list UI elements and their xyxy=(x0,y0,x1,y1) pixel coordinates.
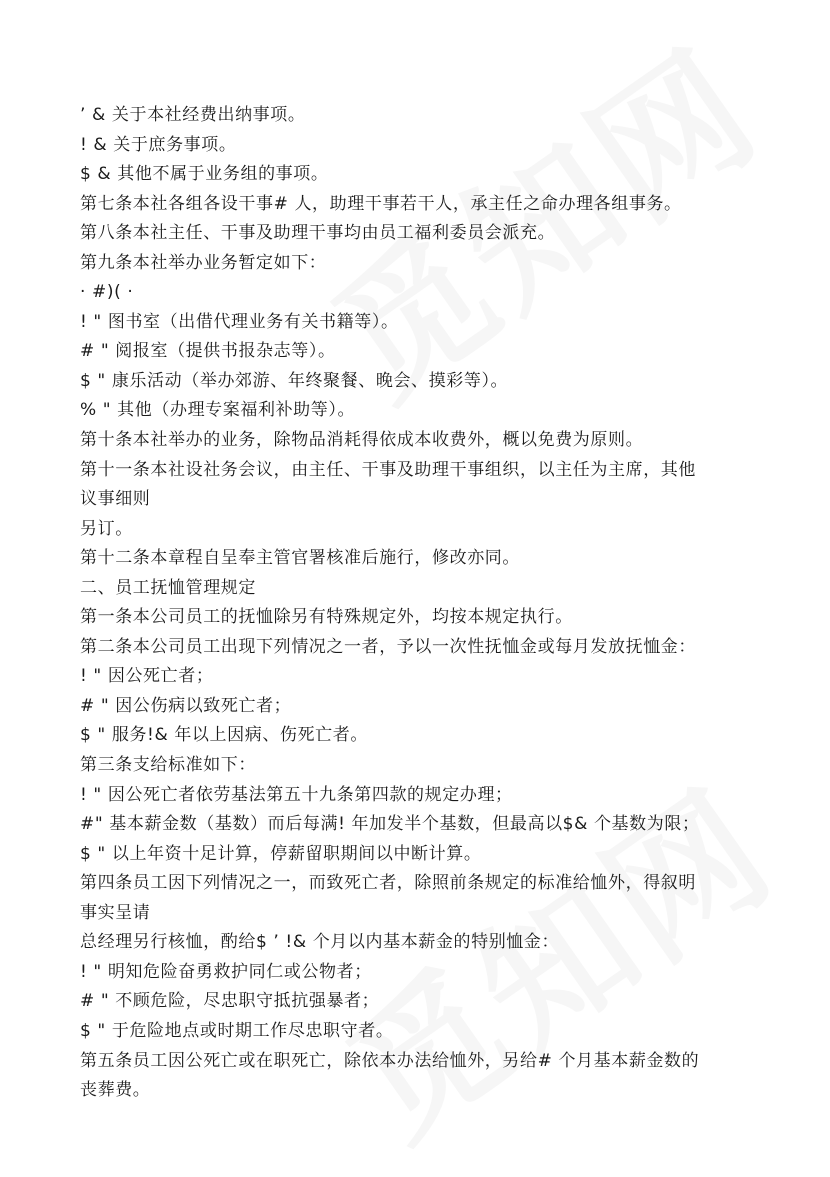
text-line: 第九条本社举办业务暂定如下： xyxy=(80,252,327,273)
text-line: # " 因公伤病以致死亡者； xyxy=(80,695,292,716)
text-line: # " 阅报室（提供书报杂志等）。 xyxy=(80,341,336,362)
text-line: # " 不顾危险，尽忠职守抵抗强暴者； xyxy=(80,991,380,1012)
text-line: % " 其他（办理专案福利补助等）。 xyxy=(80,400,356,421)
document-body xyxy=(80,101,760,1106)
text-line: $ " 于危险地点或时期工作尽忠职守者。 xyxy=(80,1020,394,1041)
text-line: ’ & 关于本社经费出纳事项。 xyxy=(80,105,306,125)
text-line: 事实呈请 xyxy=(80,902,151,923)
text-line: 第十二条本章程自呈奉主管官署核准后施行，修改亦同。 xyxy=(80,548,520,569)
text-line: 第四条员工因下列情况之一，而致死亡者，除照前条规定的标准给恤外，得叙明 xyxy=(80,873,696,894)
text-line: 第一条本公司员工的抚恤除另有特殊规定外，均按本规定执行。 xyxy=(80,607,573,628)
text-line: 第二条本公司员工出现下列情况之一者，予以一次性抚恤金或每月发放抚恤金： xyxy=(80,636,696,657)
text-line: $ " 康乐活动（举办郊游、年终聚餐、晚会、摸彩等）。 xyxy=(80,370,509,391)
text-line: 第五条员工因公死亡或在职死亡，除依本办法给恤外，另给# 个月基本薪金数的 xyxy=(80,1050,700,1071)
text-line: 第十条本社举办的业务，除物品消耗得依成本收费外，概以免费为原则。 xyxy=(80,430,644,451)
text-line: #" 基本薪金数（基数）而后每满! 年加发半个基数，但最高以$& 个基数为限； xyxy=(80,814,700,835)
text-line: 第八条本社主任、干事及助理干事均由员工福利委员会派充。 xyxy=(80,223,556,244)
text-line: $ & 其他不属于业务组的事项。 xyxy=(80,164,329,185)
text-line: ! " 明知危险奋勇救护同仁或公物者； xyxy=(80,961,372,982)
text-line: · #)( · xyxy=(80,282,134,303)
text-line: 第七条本社各组各设干事# 人，助理干事若干人，承主任之命办理各组事务。 xyxy=(80,193,682,214)
text-line: 议事细则 xyxy=(80,489,151,510)
text-line: $ " 以上年资十足计算，停薪留职期间以中断计算。 xyxy=(80,843,482,864)
text-line: ! " 图书室（出借代理业务有关书籍等）。 xyxy=(80,311,399,332)
text-line: ! " 因公死亡者依劳基法第五十九条第四款的规定办理； xyxy=(80,784,513,805)
text-line: 第三条支给标准如下： xyxy=(80,755,256,776)
text-line: ! & 关于庶务事项。 xyxy=(80,134,237,155)
text-line: 另订。 xyxy=(80,518,133,539)
text-line: 二、员工抚恤管理规定 xyxy=(80,577,256,598)
text-line: 总经理另行核恤，酌给$ ’ !& 个月以内基本薪金的特别恤金： xyxy=(80,932,560,953)
text-line: 第十一条本社设社务会议，由主任、干事及助理干事组织，以主任为主席，其他 xyxy=(80,459,696,480)
text-line: ! " 因公死亡者； xyxy=(80,666,214,687)
text-line: 丧葬费。 xyxy=(80,1080,151,1101)
text-line: $ " 服务!& 年以上因病、伤死亡者。 xyxy=(80,725,368,746)
